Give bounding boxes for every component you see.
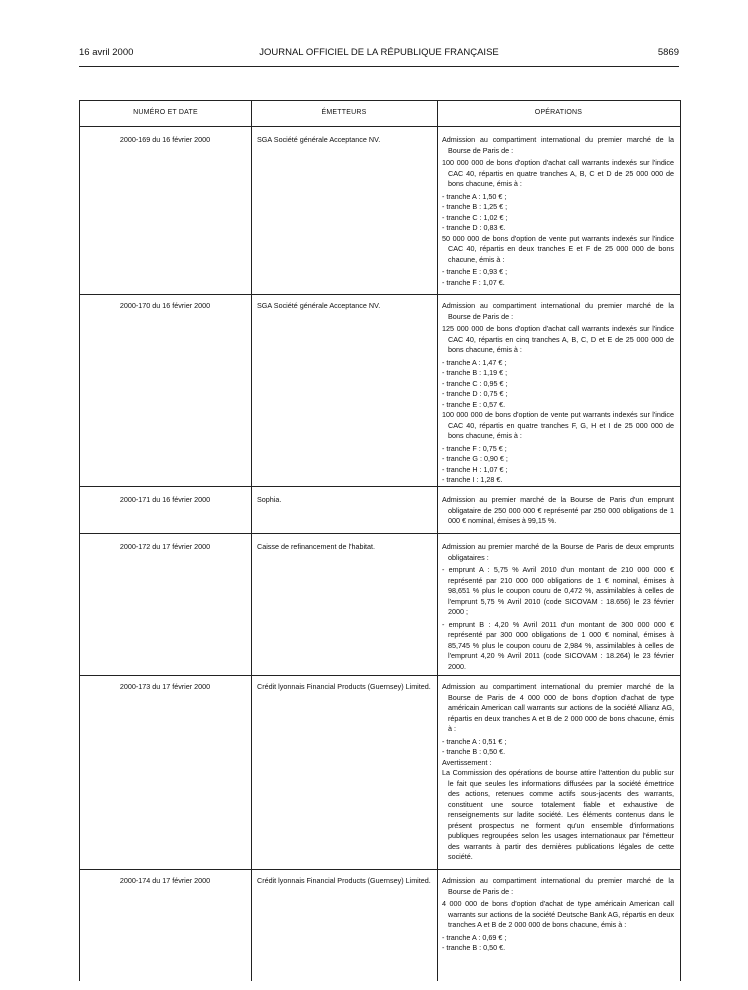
operation-paragraph: - tranche A : 1,50 € ; xyxy=(442,191,507,201)
header-emetteurs: ÉMETTEURS xyxy=(321,109,367,116)
operation-paragraph: 50 000 000 de bons d'option de vente put warrants indexés sur l'indice CAC 40, répartis en deux tranches E et F de 25 000 000 de bons chacune, émis à : xyxy=(442,233,674,264)
table-row xyxy=(80,486,680,534)
operation-paragraph: - tranche C : 1,02 € ; xyxy=(442,212,508,222)
operation-paragraph: 100 000 000 de bons d'option de vente put warrants indexés sur l'indice CAC 40, répartis en quatre tranches F, G, H et I de 25 000 000 de bons chacune, émis à : xyxy=(442,410,674,440)
table-header xyxy=(80,101,680,127)
header-rule xyxy=(79,66,679,67)
operation-paragraph: 100 000 000 de bons d'option d'achat call warrants indexés sur l'indice CAC 40, répartis en quatre tranches A, B, C et D de 25 000 000 de bons chacune, émis à : xyxy=(442,158,674,188)
operation-paragraph: - tranche B : 1,19 € ; xyxy=(442,368,508,377)
row-operations xyxy=(442,135,674,288)
page-number: 5869 xyxy=(657,47,679,58)
emetteur-text: Crédit lyonnais Financial Products (Guernsey) Limited. xyxy=(257,876,431,885)
operation-paragraph: Admission au compartiment international du premier marché de la Bourse de Paris de : xyxy=(442,301,674,321)
operation-paragraph: - tranche B : 0,50 €. xyxy=(442,747,506,756)
operation-paragraph: - tranche I : 1,28 €. xyxy=(442,475,503,484)
row-number-date: 2000-171 du 16 février 2000 xyxy=(119,495,211,504)
table-row xyxy=(80,869,680,981)
operation-paragraph: La Commission des opérations de bourse attire l'attention du public sur le fait que seules les informations diffusées par la société émettrice des actions, retenues comme actifs sous-jacents des warrants, constituent une source totalement fiable et exhaustive de renseignements sur ladite société. Les éléments contenus dans le présent prospectus ne forment qu'un ensemble d'informations publiques regroupées selon les usages internationaux par l'émetteur des warrants à partir des dernières publications légales de cette société. xyxy=(442,768,674,861)
operation-paragraph: - tranche F : 1,07 €. xyxy=(442,277,505,287)
page-header xyxy=(79,47,679,63)
row-number-date: 2000-173 du 17 février 2000 xyxy=(119,682,211,691)
row-number-date: 2000-174 du 17 février 2000 xyxy=(119,876,211,885)
header-date: 16 avril 2000 xyxy=(79,47,134,58)
row-operations xyxy=(442,542,674,674)
operation-paragraph: Admission au premier marché de la Bourse de Paris de deux emprunts obligataires : xyxy=(442,542,674,562)
row-emetteur: SGA Société générale Acceptance NV. xyxy=(257,301,381,310)
operation-paragraph: - tranche G : 0,90 € ; xyxy=(442,454,508,463)
operation-paragraph: - emprunt A : 5,75 % Avril 2010 d'un montant de 210 000 000 € représenté par 210 000 000 obligations de 1 € nominal, émises à 98,651 % plus le coupon couru de 0,472 %, assimilables à celles de l'emprunt 5,75 % Avril 2010 (code SICOVAM : 18.656) le 23 février 2000 ; xyxy=(442,565,674,616)
operation-paragraph: - tranche A : 0,69 € ; xyxy=(442,932,507,942)
row-number-date: 2000-169 du 16 février 2000 xyxy=(119,135,211,144)
row-emetteur: Caisse de refinancement de l'habitat. xyxy=(257,542,376,551)
table-row xyxy=(80,533,680,676)
operation-paragraph: - tranche D : 0,83 €. xyxy=(442,223,506,232)
operation-paragraph: - tranche A : 0,51 € ; xyxy=(442,736,507,746)
operation-paragraph: - tranche D : 0,75 € ; xyxy=(442,389,508,398)
operation-paragraph: - tranche H : 1,07 € ; xyxy=(442,464,508,474)
row-emetteur: Sophia. xyxy=(257,495,282,504)
operation-paragraph: Admission au compartiment international du premier marché de la Bourse de Paris de : xyxy=(442,876,674,896)
row-emetteur xyxy=(257,876,435,887)
operation-paragraph: - emprunt B : 4,20 % Avril 2011 d'un montant de 300 000 000 € représenté par 300 000 obligations de 1 000 € nominal, émises à 85,745 % plus le coupon couru de 2,984 %, assimilables à celles de l'emprunt 4,20 % Avril 2011 (code SICOVAM : 18.264) le 23 février 2000. xyxy=(442,619,674,671)
operation-paragraph: 4 000 000 de bons d'option d'achat de type américain American call warrants sur actions de la société Deutsche Bank AG, répartis en deux tranches A et B de 2 000 000 de bons chacune, émis à : xyxy=(442,899,674,929)
table-row xyxy=(80,675,680,870)
operation-paragraph: - tranche E : 0,57 €. xyxy=(442,399,506,409)
journal-title: JOURNAL OFFICIEL DE LA RÉPUBLIQUE FRANÇAISE xyxy=(259,47,499,58)
operation-paragraph: Admission au premier marché de la Bourse de Paris d'un emprunt obligataire de 250 000 000 € représenté par 250 000 obligations de 1 000 € nominal, émises à 99,15 %. xyxy=(442,495,674,525)
row-number-date: 2000-170 du 16 février 2000 xyxy=(119,301,211,310)
emetteur-text: Crédit lyonnais Financial Products (Guernsey) Limited. xyxy=(257,682,431,691)
operation-paragraph: - tranche B : 0,50 €. xyxy=(442,943,506,952)
operation-paragraph: Admission au compartiment international du premier marché de la Bourse de Paris de : xyxy=(442,135,674,155)
operation-paragraph: 125 000 000 de bons d'option d'achat call warrants indexés sur l'indice CAC 40, répartis en cinq tranches A, B, C, D et E de 25 000 000 de bons chacune, émis à : xyxy=(442,324,674,354)
operation-paragraph: - tranche C : 0,95 € ; xyxy=(442,378,508,388)
header-numero-date: NUMÉRO ET DATE xyxy=(133,109,198,116)
operation-paragraph: Admission au compartiment international du premier marché de la Bourse de Paris de 4 000 000 de bons d'option d'achat de type américain American call warrants sur actions de la société Allianz AG, répartis en deux tranches A et B de 2 000 000 de bons chacune, émis à : xyxy=(442,682,674,733)
row-emetteur xyxy=(257,682,435,693)
operation-paragraph: - tranche E : 0,93 € ; xyxy=(442,267,508,276)
header-operations: OPÉRATIONS xyxy=(534,109,583,116)
row-number-date: 2000-172 du 17 février 2000 xyxy=(119,542,211,551)
row-operations xyxy=(442,301,674,486)
operation-paragraph: - tranche F : 0,75 € ; xyxy=(442,443,507,453)
row-emetteur: SGA Société générale Acceptance NV. xyxy=(257,135,381,144)
table-row xyxy=(80,294,680,487)
operations-table xyxy=(79,100,681,981)
operation-paragraph: Avertissement : xyxy=(442,757,492,767)
row-operations xyxy=(442,495,674,529)
row-operations xyxy=(442,876,674,954)
operation-paragraph: - tranche A : 1,47 € ; xyxy=(442,357,507,367)
operation-paragraph: - tranche B : 1,25 € ; xyxy=(442,202,508,211)
row-operations xyxy=(442,682,674,865)
table-row xyxy=(80,126,680,295)
